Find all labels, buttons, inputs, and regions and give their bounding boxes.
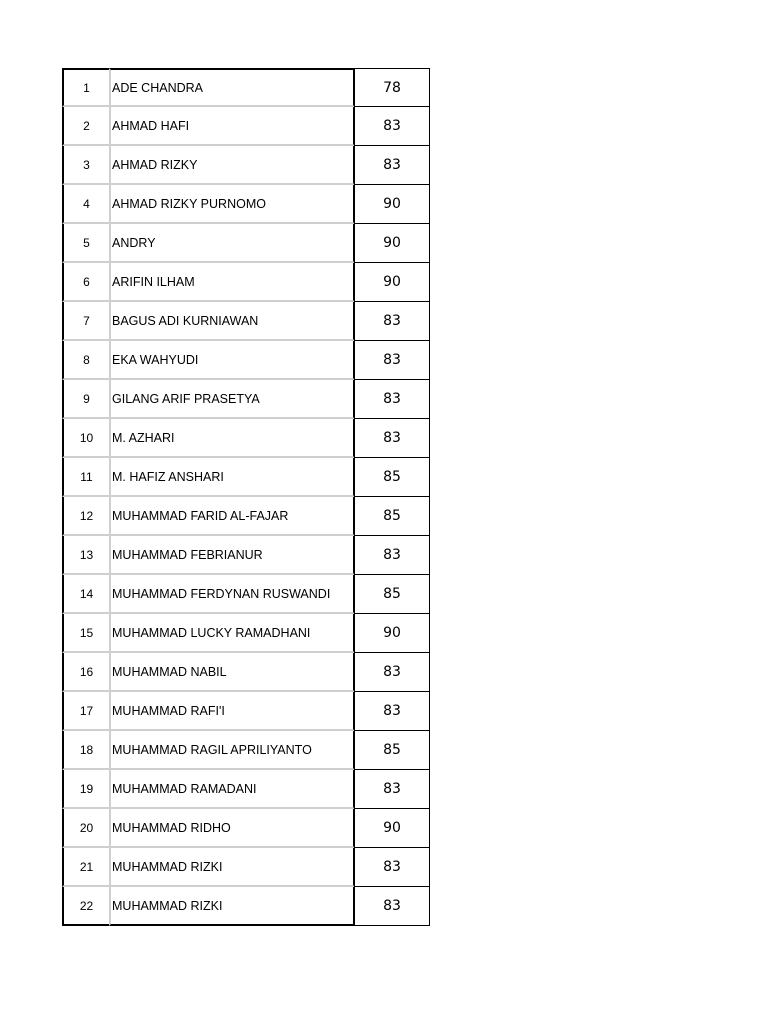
row-number-cell[interactable]: 14	[62, 575, 109, 614]
score-cell[interactable]: 83	[354, 302, 430, 341]
table-row	[62, 419, 430, 458]
score-cell[interactable]: 83	[354, 653, 430, 692]
student-name-cell[interactable]: MUHAMMAD RIZKI	[109, 848, 355, 887]
row-number-cell[interactable]: 21	[62, 848, 109, 887]
table-row	[62, 731, 430, 770]
student-name-cell[interactable]: MUHAMMAD RAMADANI	[109, 770, 355, 809]
table-row	[62, 302, 430, 341]
student-name-cell[interactable]: MUHAMMAD FERDYNAN RUSWANDI	[109, 575, 355, 614]
row-number-cell[interactable]: 17	[62, 692, 109, 731]
row-number-cell[interactable]: 3	[62, 146, 109, 185]
row-number-cell[interactable]: 15	[62, 614, 109, 653]
table-row	[62, 887, 430, 926]
score-cell[interactable]: 83	[354, 692, 430, 731]
table-row	[62, 341, 430, 380]
student-name-cell[interactable]: GILANG ARIF PRASETYA	[109, 380, 355, 419]
score-cell[interactable]: 90	[354, 224, 430, 263]
row-number-cell[interactable]: 8	[62, 341, 109, 380]
table-row	[62, 809, 430, 848]
table-row	[62, 614, 430, 653]
score-cell[interactable]: 85	[354, 731, 430, 770]
score-cell[interactable]: 90	[354, 809, 430, 848]
table-row	[62, 185, 430, 224]
student-score-table	[62, 68, 430, 926]
table-row	[62, 263, 430, 302]
table-row	[62, 692, 430, 731]
score-cell[interactable]: 83	[354, 848, 430, 887]
row-number-cell[interactable]: 18	[62, 731, 109, 770]
table-row	[62, 770, 430, 809]
row-number-cell[interactable]: 11	[62, 458, 109, 497]
table-row	[62, 575, 430, 614]
student-name-cell[interactable]: MUHAMMAD FARID AL-FAJAR	[109, 497, 355, 536]
student-name-cell[interactable]: MUHAMMAD RIZKI	[109, 887, 355, 926]
row-number-cell[interactable]: 6	[62, 263, 109, 302]
score-cell[interactable]: 83	[354, 770, 430, 809]
row-number-cell[interactable]: 4	[62, 185, 109, 224]
student-name-cell[interactable]: AHMAD HAFI	[109, 107, 355, 146]
table-row	[62, 458, 430, 497]
score-cell[interactable]: 78	[354, 68, 430, 107]
row-number-cell[interactable]: 22	[62, 887, 109, 926]
score-cell[interactable]: 83	[354, 887, 430, 926]
row-number-cell[interactable]: 16	[62, 653, 109, 692]
row-number-cell[interactable]: 5	[62, 224, 109, 263]
student-name-cell[interactable]: BAGUS ADI KURNIAWAN	[109, 302, 355, 341]
score-cell[interactable]: 85	[354, 458, 430, 497]
student-name-cell[interactable]: AHMAD RIZKY PURNOMO	[109, 185, 355, 224]
table-row	[62, 848, 430, 887]
row-number-cell[interactable]: 13	[62, 536, 109, 575]
row-number-cell[interactable]: 10	[62, 419, 109, 458]
score-cell[interactable]: 90	[354, 185, 430, 224]
table-row	[62, 653, 430, 692]
score-cell[interactable]: 83	[354, 341, 430, 380]
student-name-cell[interactable]: ARIFIN ILHAM	[109, 263, 355, 302]
student-name-cell[interactable]: MUHAMMAD RIDHO	[109, 809, 355, 848]
row-number-cell[interactable]: 19	[62, 770, 109, 809]
score-cell[interactable]: 90	[354, 263, 430, 302]
table-row	[62, 224, 430, 263]
row-number-cell[interactable]: 2	[62, 107, 109, 146]
student-name-cell[interactable]: M. HAFIZ ANSHARI	[109, 458, 355, 497]
student-name-cell[interactable]: MUHAMMAD RAFI'I	[109, 692, 355, 731]
student-name-cell[interactable]: MUHAMMAD RAGIL APRILIYANTO	[109, 731, 355, 770]
row-number-cell[interactable]: 9	[62, 380, 109, 419]
student-name-cell[interactable]: AHMAD RIZKY	[109, 146, 355, 185]
student-name-cell[interactable]: MUHAMMAD FEBRIANUR	[109, 536, 355, 575]
student-name-cell[interactable]: MUHAMMAD NABIL	[109, 653, 355, 692]
table-row	[62, 146, 430, 185]
row-number-cell[interactable]: 20	[62, 809, 109, 848]
score-cell[interactable]: 83	[354, 380, 430, 419]
row-number-cell[interactable]: 12	[62, 497, 109, 536]
student-name-cell[interactable]: ANDRY	[109, 224, 355, 263]
student-name-cell[interactable]: MUHAMMAD LUCKY RAMADHANI	[109, 614, 355, 653]
table-row	[62, 497, 430, 536]
row-number-cell[interactable]: 1	[62, 68, 109, 107]
student-name-cell[interactable]: EKA WAHYUDI	[109, 341, 355, 380]
score-cell[interactable]: 83	[354, 107, 430, 146]
score-cell[interactable]: 83	[354, 419, 430, 458]
score-cell[interactable]: 83	[354, 146, 430, 185]
table-row	[62, 68, 430, 107]
score-cell[interactable]: 85	[354, 575, 430, 614]
score-cell[interactable]: 90	[354, 614, 430, 653]
table-row	[62, 380, 430, 419]
score-cell[interactable]: 83	[354, 536, 430, 575]
table-row	[62, 536, 430, 575]
student-name-cell[interactable]: M. AZHARI	[109, 419, 355, 458]
row-number-cell[interactable]: 7	[62, 302, 109, 341]
score-cell[interactable]: 85	[354, 497, 430, 536]
table-row	[62, 107, 430, 146]
student-name-cell[interactable]: ADE CHANDRA	[109, 68, 355, 107]
